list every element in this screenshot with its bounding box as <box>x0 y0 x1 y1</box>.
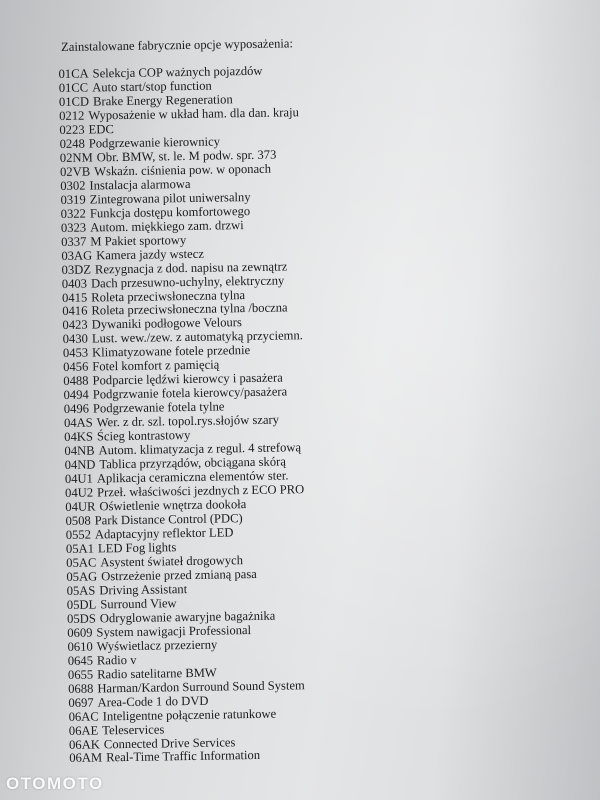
document-heading: Zainstalowane fabrycznie opcje wyposażenia: <box>60 36 294 54</box>
option-name: Funkcja dostępu komfortowego <box>89 203 251 221</box>
option-code: 0508 <box>65 513 91 528</box>
option-name: Ścieg kontrastowy <box>96 428 191 444</box>
option-code: 04AS <box>63 415 93 431</box>
option-code: 0430 <box>62 331 88 347</box>
option-code: 06AK <box>68 736 100 752</box>
option-name: Dach przesuwno-uchylny, elektryczny <box>90 273 285 291</box>
option-name: Klimatyzowane fotele przednie <box>91 343 251 360</box>
option-code: 0453 <box>62 345 89 361</box>
option-code: 0688 <box>68 681 94 696</box>
option-code: 0610 <box>67 639 93 654</box>
option-code: 0415 <box>61 290 88 305</box>
option-code: 03DZ <box>61 262 92 277</box>
option-code: 01CA <box>58 66 89 81</box>
option-name: Wyświetlacz przezierny <box>96 637 218 654</box>
option-code: 06AM <box>69 750 103 766</box>
option-code: 06AC <box>68 709 99 724</box>
otomoto-watermark: OTOMOTO <box>6 774 104 793</box>
option-name: Fotel komfort z pamięcią <box>92 357 220 374</box>
option-name: Real-Time Traffic Information <box>106 748 261 765</box>
option-name: Brake Energy Regeneration <box>92 92 233 109</box>
option-name: Przeł. właściwości jezdnych z ECO PRO <box>97 482 305 500</box>
option-code: 0416 <box>62 304 88 319</box>
option-code: 0302 <box>60 178 86 193</box>
option-code: 05A1 <box>65 541 95 556</box>
option-name: Tablica przyrządów, obciągana skórą <box>99 454 286 472</box>
option-name: Oświetlenie wnętrza dookoła <box>99 497 247 514</box>
option-code: 01CC <box>58 80 89 95</box>
option-name: Instalacja alarmowa <box>89 176 191 193</box>
option-name: Kamera jazdy wstecz <box>96 246 204 263</box>
option-code: 0655 <box>67 667 94 682</box>
option-code: 04U2 <box>65 485 94 501</box>
option-name: Ostrzeżenie przed zmianą pasa <box>101 566 257 584</box>
option-name: M Pakiet sportowy <box>90 232 187 249</box>
option-name: Driving Assistant <box>99 581 188 598</box>
option-code: 0323 <box>60 220 87 235</box>
option-code: 0645 <box>67 653 94 668</box>
option-code: 05DL <box>66 597 97 612</box>
option-name: Lust. wew./zew. z automatyką przyciemn. <box>91 328 303 346</box>
option-name: Obr. BMW, st. le. M podw. spr. 373 <box>96 147 277 165</box>
option-code: 04U1 <box>64 471 94 487</box>
option-name: Odryglowanie awaryjne bagażnika <box>99 608 276 626</box>
option-name: Autom. klimatyzacja z regul. 4 strefową <box>98 440 302 458</box>
option-name: Radio satelitarne BMW <box>97 665 217 682</box>
option-code: 01CD <box>58 94 90 109</box>
option-name: Roleta przeciwsłoneczna tylna /boczna <box>91 300 288 318</box>
option-name: Park Distance Control (PDC) <box>94 511 243 528</box>
option-name: Connected Drive Services <box>103 734 236 751</box>
option-name: Podgrzewanie fotela tylne <box>92 399 225 416</box>
option-code: 0223 <box>59 122 85 137</box>
option-code: 0496 <box>63 401 90 417</box>
option-code: 0319 <box>60 192 86 207</box>
option-code: 0212 <box>59 108 85 123</box>
option-name: Asystent świateł drogowych <box>100 553 244 570</box>
option-name: Roleta przeciwsłoneczna tylna <box>91 287 246 305</box>
option-code: 0697 <box>68 695 94 710</box>
option-name: Surround View <box>100 596 177 612</box>
option-code: 05AC <box>66 555 97 570</box>
option-name: Adaptacyjny reflektor LED <box>94 525 234 542</box>
option-code: 04UR <box>65 499 96 514</box>
option-code: 0456 <box>63 359 89 375</box>
option-name: Podgrzewanie kierownicy <box>88 134 221 151</box>
equipment-document <box>58 32 589 767</box>
option-code: 0609 <box>67 625 93 640</box>
option-code: 05DS <box>66 611 96 626</box>
option-code: 04ND <box>64 457 96 473</box>
option-code: 04KS <box>64 429 94 445</box>
option-code: 0494 <box>63 387 89 403</box>
option-code: 0248 <box>59 136 85 151</box>
option-name: System nawigacji Professional <box>96 622 252 640</box>
option-name: Wskaźn. ciśnienia pow. w oponach <box>94 161 272 179</box>
option-code: 0552 <box>65 527 92 542</box>
option-code: 02VB <box>59 164 91 179</box>
option-code: 02NM <box>59 150 93 165</box>
option-name: Aplikacja ceramiczna elementów ster. <box>96 468 289 486</box>
option-name: Podparcie lędźwi kierowcy i pasażera <box>92 370 283 388</box>
option-name: Wer. z dr. szl. topol.rys.słojów szary <box>96 412 280 430</box>
option-code: 03AG <box>61 248 93 263</box>
option-code: 0322 <box>60 206 87 221</box>
option-name: Teleservices <box>102 721 165 737</box>
option-code: 0403 <box>61 276 88 291</box>
options-list <box>58 60 589 767</box>
option-code: 0488 <box>63 373 89 389</box>
option-name: Zintegrowana pilot uniwersalny <box>89 189 251 207</box>
option-name: Auto start/stop function <box>92 78 212 95</box>
option-name: EDC <box>88 122 114 137</box>
option-name: Rezygnacja z dod. napisu na zewnątrz <box>94 258 288 277</box>
option-code: 0337 <box>61 234 87 249</box>
option-code: 05AG <box>66 569 98 584</box>
option-name: Radio v <box>96 652 137 668</box>
option-code: 0423 <box>62 318 88 333</box>
option-name: Inteligentne połączenie ratunkowe <box>102 706 277 723</box>
option-code: 05AS <box>66 583 96 598</box>
option-code: 04NB <box>64 443 95 459</box>
option-code: 06AE <box>68 722 99 738</box>
option-name: Wyposażenie w układ ham. dla dan. kraju <box>88 105 299 123</box>
option-name: LED Fog lights <box>97 540 177 556</box>
option-name: Podgrzwanie fotela kierowcy/pasażera <box>92 384 288 402</box>
option-name: Harman/Kardon Surround Sound System <box>97 677 305 696</box>
option-name: Autom. miękkiego zam. drzwi <box>90 217 244 235</box>
option-name: Selekcja COP ważnych pojazdów <box>92 63 263 81</box>
option-name: Dywaniki podłogowe Velours <box>91 315 242 332</box>
option-name: Area-Code 1 do DVD <box>97 693 209 710</box>
